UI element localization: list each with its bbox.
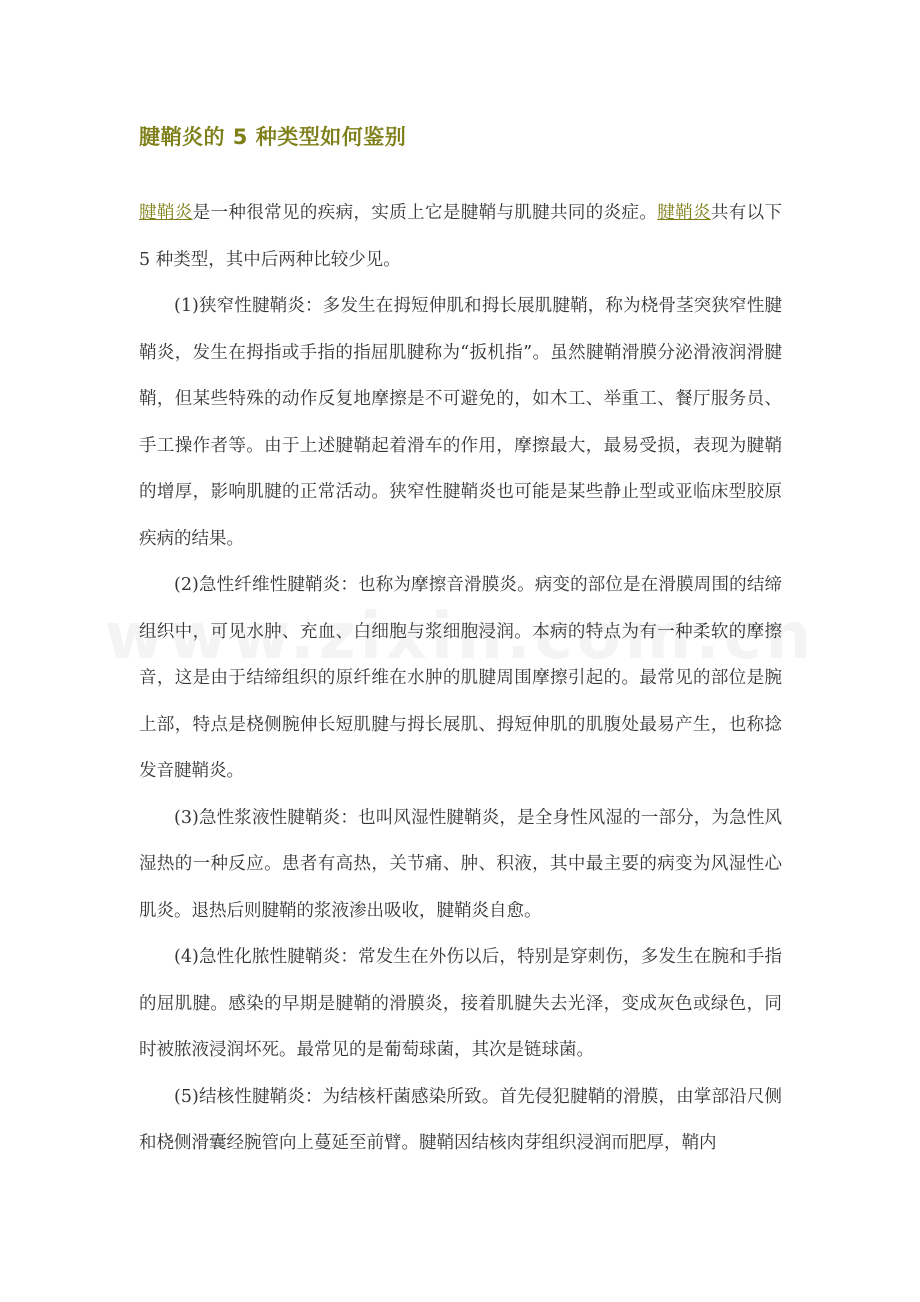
article [139, 118, 782, 1167]
type-1-paragraph: (1)狭窄性腱鞘炎：多发生在拇短伸肌和拇长展肌腱鞘，称为桡骨茎突狭窄性腱鞘炎，发生在拇指或手指的指屈肌腱称为“扳机指”。虽然腱鞘滑膜分泌滑液润滑腱鞘，但某些特殊的动作反复地摩擦是不可避免的，如木工、举重工、餐厅服务员、手工操作者等。由于上述腱鞘起着滑车的作用，摩擦最大，最易受损，表现为腱鞘的增厚，影响肌腱的正常活动。狭窄性腱鞘炎也可能是某些静止型或亚临床型胶原疾病的结果。 [139, 296, 782, 549]
page-title: 腱鞘炎的 5 种类型如何鉴别 [139, 125, 407, 149]
intro-text: 共有以下 5 种类型，其中后两种比较少见。 [139, 203, 783, 270]
type-2-paragraph: (2)急性纤维性腱鞘炎：也称为摩擦音滑膜炎。病变的部位是在滑膜周围的结缔组织中，可见水肿、充血、白细胞与浆细胞浸润。本病的特点为有一种柔软的摩擦音，这是由于结缔组织的原纤维在水肿的肌腱周围摩擦引起的。最常见的部位是腕上部，特点是桡侧腕伸长短肌腱与拇长展肌、拇短伸肌的肌腹处最易产生，也称捻发音腱鞘炎。 [139, 575, 782, 781]
type-4-paragraph: (4)急性化脓性腱鞘炎：常发生在外伤以后，特别是穿刺伤，多发生在腕和手指的屈肌腱。感染的早期是腱鞘的滑膜炎，接着肌腱失去光泽，变成灰色或绿色，同时被脓液浸润坏死。最常见的是葡萄球菌，其次是链球菌。 [139, 947, 782, 1060]
keyword-link[interactable]: 腱鞘炎 [139, 203, 193, 223]
intro-text: 是一种很常见的疾病，实质上它是腱鞘与肌腱共同的炎症。 [192, 203, 658, 223]
type-3-paragraph: (3)急性浆液性腱鞘炎：也叫风湿性腱鞘炎，是全身性风湿的一部分，为急性风湿热的一种反应。患者有高热，关节痛、肿、积液，其中最主要的病变为风湿性心肌炎。退热后则腱鞘的浆液渗出吸收，腱鞘炎自愈。 [139, 807, 782, 921]
keyword-link[interactable]: 腱鞘炎 [657, 203, 711, 223]
intro-paragraph [139, 190, 782, 283]
type-5-paragraph: (5)结核性腱鞘炎：为结核杆菌感染所致。首先侵犯腱鞘的滑膜，由掌部沿尺侧和桡侧滑囊经腕管向上蔓延至前臂。腱鞘因结核肉芽组织浸润而肥厚，鞘内 [139, 1086, 782, 1153]
